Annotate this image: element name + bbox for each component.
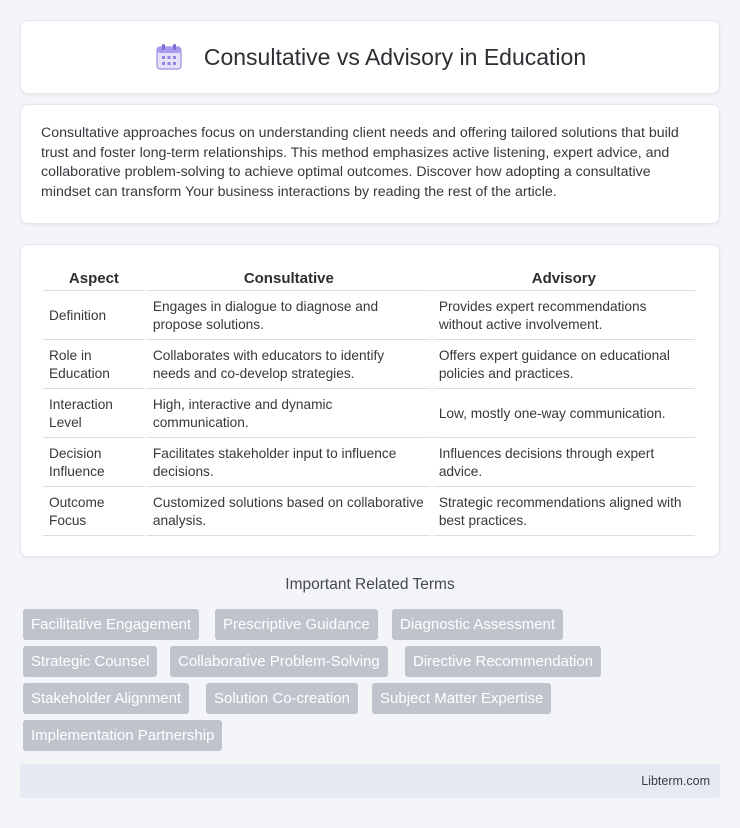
comparison-table [41,265,697,536]
table-row [43,438,695,487]
table-row [43,487,695,536]
term-tag[interactable]: Strategic Counsel [23,646,157,677]
term-tag[interactable]: Facilitative Engagement [23,609,199,640]
intro-card [20,104,720,224]
advisory-cell: Strategic recommendations aligned with best practices. [433,487,695,536]
aspect-cell: Role in Education [43,340,145,389]
term-tag[interactable]: Implementation Partnership [23,720,222,751]
calendar-icon [154,42,184,72]
aspect-cell: Outcome Focus [43,487,145,536]
table-row [43,340,695,389]
header-advisory: Advisory [433,265,695,291]
term-tag[interactable]: Subject Matter Expertise [372,683,551,714]
table-row [43,291,695,340]
consultative-cell: Customized solutions based on collaborative analysis. [147,487,431,536]
comparison-table-card [20,244,720,557]
aspect-cell: Interaction Level [43,389,145,438]
term-tag[interactable]: Collaborative Problem-Solving [170,646,388,677]
advisory-cell: Low, mostly one-way communication. [433,389,695,438]
header-aspect: Aspect [43,265,145,291]
consultative-cell: High, interactive and dynamic communication. [147,389,431,438]
header-card [20,20,720,94]
intro-text: Consultative approaches focus on understanding client needs and offering tailored solutions that build trust and foster long-term relationships. This method emphasizes active listening, expert advice, and collaborative problem-solving to achieve optimal outcomes. Discover how adopting a consultative mindset can transform Your business interactions by reading the rest of the article. [41,125,679,200]
term-tag[interactable]: Stakeholder Alignment [23,683,189,714]
header-consultative: Consultative [147,265,431,291]
consultative-cell: Engages in dialogue to diagnose and propose solutions. [147,291,431,340]
table-row [43,389,695,438]
term-tag[interactable]: Diagnostic Assessment [392,609,563,640]
term-tag[interactable]: Solution Co-creation [206,683,358,714]
footer [20,764,720,798]
page-title: Consultative vs Advisory in Education [203,43,587,70]
advisory-cell: Influences decisions through expert advice. [433,438,695,487]
term-tag[interactable]: Prescriptive Guidance [215,609,378,640]
aspect-cell: Definition [43,291,145,340]
advisory-cell: Provides expert recommendations without active involvement. [433,291,695,340]
aspect-cell: Decision Influence [43,438,145,487]
table-header-row [43,265,695,291]
advisory-cell: Offers expert guidance on educational policies and practices. [433,340,695,389]
consultative-cell: Facilitates stakeholder input to influence decisions. [147,438,431,487]
term-tag[interactable]: Directive Recommendation [405,646,601,677]
consultative-cell: Collaborates with educators to identify needs and co-develop strategies. [147,340,431,389]
footer-site-link[interactable]: Libterm.com [641,774,710,788]
related-terms-title: Important Related Terms [285,576,455,593]
